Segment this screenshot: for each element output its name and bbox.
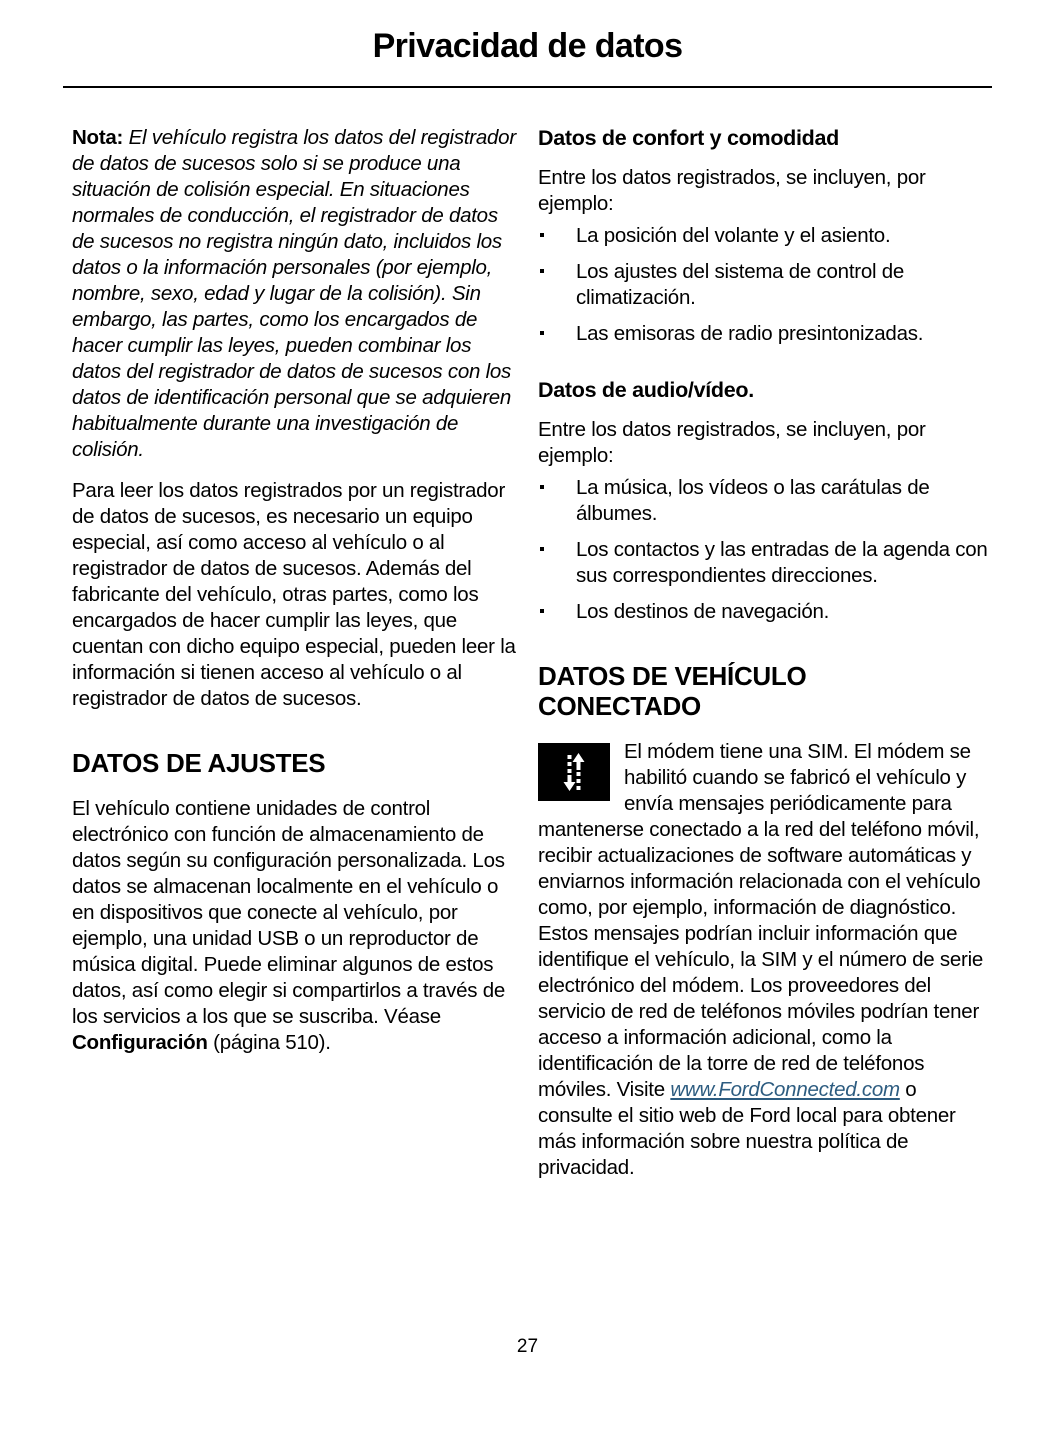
audio-video-intro: Entre los datos registrados, se incluyen, por ejemplo: — [538, 418, 926, 467]
settings-text-part2: (página 510). — [207, 1031, 331, 1054]
list-item-text: Los ajustes del sistema de control de climatización. — [576, 260, 905, 309]
right-column — [538, 125, 988, 1181]
page-footer — [0, 1336, 1055, 1358]
heading-line-2: CONECTADO — [538, 691, 701, 721]
comfort-bullet-list — [538, 223, 988, 347]
subheading-datos-de-audio-video: Datos de audio/vídeo. — [538, 378, 754, 402]
list-item-text: La música, los vídeos o las carátulas de álbumes. — [576, 476, 930, 525]
list-item-text: Los destinos de navegación. — [576, 600, 830, 623]
subheading-datos-de-confort: Datos de confort y comodidad — [538, 126, 839, 150]
connected-modem-paragraph — [538, 739, 988, 1181]
data-transfer-icon — [538, 743, 610, 801]
list-item-text: Las emisoras de radio presintonizadas. — [576, 322, 924, 345]
settings-bold-reference: Configuración — [72, 1031, 208, 1054]
fordconnected-link[interactable]: www.FordConnected.com — [670, 1078, 900, 1101]
list-item — [538, 475, 988, 527]
bullet-icon — [540, 331, 544, 335]
connected-text-part2: o consulte el sitio web de Ford local para obtener más información sobre nuestra política de privacidad. — [538, 1078, 956, 1179]
read-data-paragraph: Para leer los datos registrados por un registrador de datos de sucesos, es necesario un equipo especial, así como acceso al vehículo o al registrador de datos de sucesos. Además del fabricante del vehículo, otras partes, como los encargados de hacer cumplir las leyes, que cuentan con dicho equipo especial, pueden leer la información si tienen acceso al vehículo o al registrador de datos de sucesos. — [72, 479, 516, 710]
list-item — [538, 223, 988, 249]
bullet-icon — [540, 609, 544, 613]
left-column — [72, 125, 522, 1056]
page-header — [63, 28, 992, 65]
heading-line-1: DATOS DE VEHÍCULO — [538, 661, 807, 691]
audio-video-bullet-list — [538, 475, 988, 625]
header-divider — [63, 86, 992, 88]
page-number: 27 — [516, 1336, 539, 1357]
settings-paragraph — [72, 796, 522, 1056]
connected-text-part1: El módem tiene una SIM. El módem se habilitó cuando se fabricó el vehículo y envía mensajes periódicamente para mantenerse conectado a la red del teléfono móvil, recibir actualizaciones de software automáticas y enviarnos información relacionada con el vehículo como, por ejemplo, información de diagnóstico. Estos mensajes podrían incluir información que identifique el vehículo, la SIM y el número de serie electrónico del módem. Los proveedores del servicio de red de teléfonos móviles podrían tener acceso a información adicional, como la identificación de la torre de red de teléfonos móviles. Visite — [538, 740, 984, 1101]
list-item-text: Los contactos y las entradas de la agenda con sus correspondientes direcciones. — [576, 538, 988, 587]
list-item — [538, 321, 988, 347]
bullet-icon — [540, 233, 544, 237]
note-text: El vehículo registra los datos del registrador de datos de sucesos solo si se produce una situación de colisión especial. En situaciones normales de conducción, el registrador de datos de sucesos no registra ningún dato, incluidos los datos o la información personales (por ejemplo, nombre, sexo, edad y lugar de la colisión). Sin embargo, las partes, como los encargados de hacer cumplir las leyes, pueden combinar los datos del registrador de datos de sucesos con los datos de identificación personal que se adquieren habitualmente durante una investigación de colisión. — [72, 126, 516, 461]
list-item-text: La posición del volante y el asiento. — [576, 224, 891, 247]
bullet-icon — [540, 485, 544, 489]
list-item — [538, 599, 988, 625]
settings-text-part1: El vehículo contiene unidades de control electrónico con función de almacenamiento de datos según su configuración personalizada. Los datos se almacenan localmente en el vehículo o en dispositivos que conecte al vehículo, por ejemplo, una unidad USB o un reproductor de música digital. Puede eliminar algunos de estos datos, así como elegir si compartirlos a través de los servicios a los que se suscriba. Véase — [72, 797, 505, 1028]
note-paragraph — [72, 125, 522, 463]
bullet-icon — [540, 269, 544, 273]
comfort-intro: Entre los datos registrados, se incluyen, por ejemplo: — [538, 166, 926, 215]
bullet-icon — [540, 547, 544, 551]
list-item — [538, 537, 988, 589]
two-column-body — [72, 125, 988, 1285]
list-item — [538, 259, 988, 311]
heading-datos-de-ajustes: DATOS DE AJUSTES — [72, 748, 326, 778]
page-title: Privacidad de datos — [372, 27, 683, 65]
heading-datos-de-vehiculo-conectado — [538, 661, 988, 721]
note-label: Nota: — [72, 126, 124, 149]
